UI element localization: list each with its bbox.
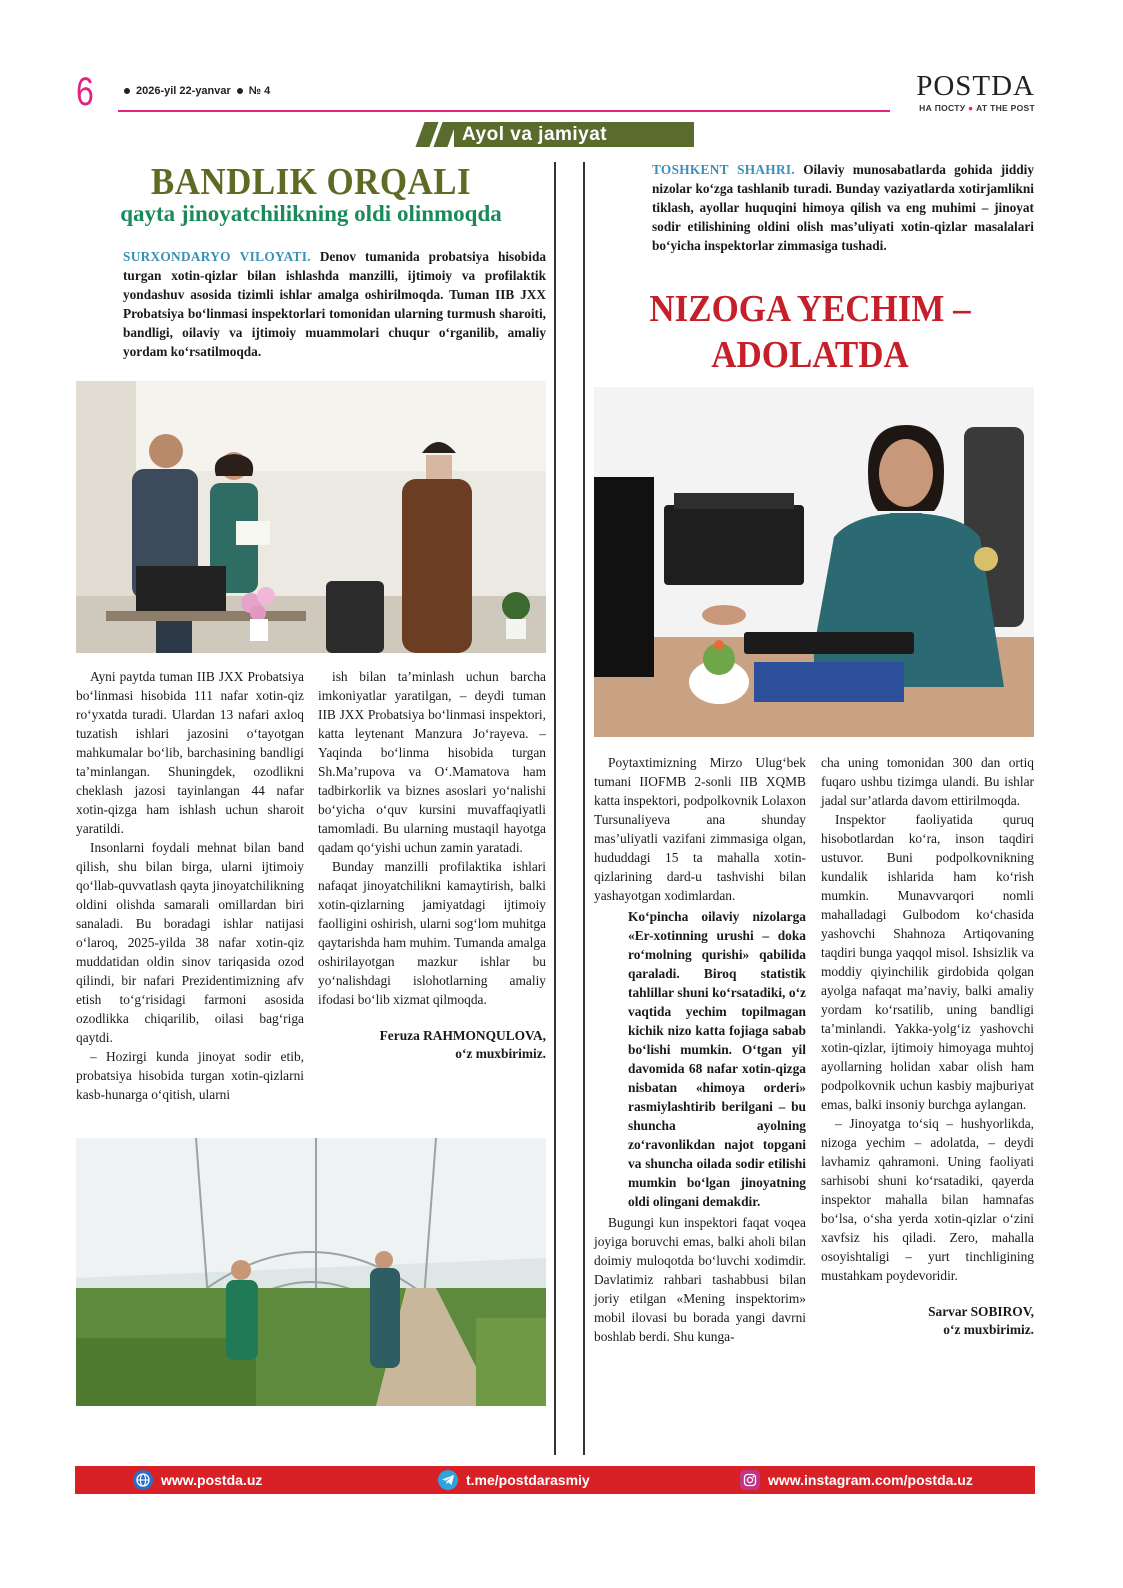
left-article-title: BANDLIK ORQALI (150, 161, 472, 203)
byline (821, 1303, 1034, 1339)
title-line-1: NIZOGA YECHIM – (649, 288, 971, 330)
right-article-title (635, 286, 985, 378)
masthead-title: POSTDA (916, 70, 1035, 102)
left-article-subtitle: qayta jinoyatchilikning oldi olinmoqda (120, 201, 502, 226)
left-article-column-1 (76, 667, 304, 1104)
column-divider (583, 162, 585, 1455)
masthead (893, 72, 1035, 113)
bullet-icon (124, 88, 130, 94)
photo-inspector-at-desk (594, 387, 1034, 737)
paragraph: cha uning tomonidan 300 dan ortiq fuqaro ushbu tizimga ulandi. Bu ishlar jadal sur’atlarda davom ettirilmoqda. (821, 755, 1034, 808)
paragraph: Bunday manzilli profilaktika ishlari nafaqat jinoyatchilikni kamaytirish, balki xotin-qizlarning jamiyatdagi ijtimoiy faolligini oshirish, ularni sog‘lom muhitga qaytarishda ham muhim. Tumanda amalga oshirilayotgan mazkur ishlar bu yo‘nalishdagi islohotlarning amaliy ifodasi bo‘lib xizmat qilmoqda. (318, 859, 546, 1007)
footer-bar (75, 1466, 1035, 1494)
footer-website[interactable] (133, 1466, 262, 1494)
header-rule (118, 110, 890, 112)
byline-name: Feruza RAHMONQULOVA, (379, 1028, 546, 1043)
lead-text: Oilaviy munosabatlarda gohida jiddiy nizolar ko‘zga tashlanib turadi. Bunday vaziyatlarda xotirjamlikni tiklash, ayollar huquqini himoya qilish va eng muhimi – jinoyat sodir etilishining oldini olish mas’uliyati xotin-qizlar masalalari bo‘yicha inspektorlar zimmasiga tushadi. (652, 162, 1034, 253)
pull-quote: Ko‘pincha oilaviy nizolarga «Er-xotinning urushi – doka ro‘molning qurishi» qabilida qaraladi. Biroq statistik tahlillar shuni ko‘rsatadiki, o‘z vaqtida yechim topilmagan kichik nizo katta fojiaga sabab bo‘lishi mumkin. O‘tgan yil davomida 68 nafar xotin-qizga nisbatan «himoya orderi» rasmiylashtirib berilgani – bu shuncha ayolning zo‘ravonlikdan najot topgani va shuncha oilada sodir etilishi mumkin bo‘lgan jinoyatning oldi olingani demakdir. (628, 909, 806, 1209)
photo-greenhouse (76, 1138, 546, 1406)
right-article-column-2 (821, 753, 1034, 1339)
left-article-column-2 (318, 667, 546, 1063)
issue-meta (124, 85, 270, 97)
instagram-link[interactable]: www.instagram.com/postda.uz (768, 1472, 973, 1488)
paragraph: – Hozirgi kunda jinoyat sodir etib, probatsiya hisobida turgan xotin-qizlarni kasb-hunarga o‘qitish, ularni (76, 1049, 304, 1102)
paragraph: Insonlarni foydali mehnat bilan band qilish, shu bilan birga, ularni ijtimoiy qo‘llab-quvvatlash qayta jinoyatchilikning oldini olishda samarali omillardan biri sanaladi. Bu boradagi ishlar natijasi o‘laroq, 2025-yilda 38 nafar xotin-qiz muddatidan oldin sinov tariqasida ozod qilindi, bir nafari Prezidentimizning afv etish to‘g‘risidagi farmoni asosida ozodlikka chiqarilib, oilasi bag‘riga qaytdi. (76, 840, 304, 1045)
telegram-link[interactable]: t.me/postdarasmiy (466, 1472, 590, 1488)
title-line-2: ADOLATDA (711, 334, 909, 376)
website-link[interactable]: www.postda.uz (161, 1472, 263, 1488)
byline-name: Sarvar SOBIROV, (928, 1304, 1034, 1319)
globe-icon (133, 1470, 153, 1490)
section-label: Ayol va jamiyat (454, 122, 694, 147)
paragraph: – Jinoyatga to‘siq – hushyorlikda, nizoga yechim – adolatda, – deydi lavhamiz qahramoni. Uning faoliyati sarhisobi shuni ko‘rsatadiki, qayerda inspektor mahalla bilan hamnafas bo‘lsa, o‘sha yerda xotin-qizlar o‘zini xavfsiz his qiladi. Zero, mahalla osoyishtaligi – yurt tinchligining mustahkam poydevoridir. (821, 1116, 1034, 1283)
right-article-column-1 (594, 753, 806, 1346)
right-article-lead (652, 160, 1034, 255)
lead-city: TOSHKENT SHAHRI. (652, 162, 795, 177)
left-article-lead (123, 247, 546, 361)
paragraph: Inspektor faoliyatida quruq hisobotlardan ko‘ra, inson taqdiri ustuvor. Buni podpolkovnikning kundalik ishlarida ham ko‘rish mumkin. Munavvarqori nomli mahalladagi Gulbodom ko‘chasida yashovchi Shahnoza Artiqovaning taqdiri bunga yaqqol misol. Ishsizlik va moddiy qiyinchilik girdobida qolgan ayolga nafaqat ma’naviy, balki amaliy yordam ko‘rsatilib, uning bandligi ta’minlandi. Yakka-yolg‘iz yashovchi xotin-qizlar, ijtimoiy himoyaga muhtoj ayollarning holidan xabar olish ham podpolkovnik uchun kasbiy majburiyat emas, balki insoniy burchga aylangan. (821, 812, 1034, 1112)
masthead-sub-en: AT THE POST (976, 103, 1035, 113)
issue-number: № 4 (248, 85, 271, 97)
footer-instagram[interactable] (740, 1466, 973, 1494)
section-banner (416, 122, 694, 147)
telegram-icon (438, 1470, 458, 1490)
byline (318, 1027, 546, 1063)
column-divider (554, 162, 556, 1455)
page-number: 6 (76, 70, 94, 114)
issue-date: 2026-yil 22-yanvar (136, 85, 231, 97)
footer-telegram[interactable] (438, 1466, 590, 1494)
masthead-sub-ru: НА ПОСТУ (919, 103, 966, 113)
photo-office-inspection (76, 381, 546, 653)
masthead-dot-icon: ● (968, 103, 974, 113)
instagram-icon (740, 1470, 760, 1490)
paragraph: Bugungi kun inspektori faqat voqea joyiga boruvchi emas, balki aholi bilan doimiy muloqotda bo‘luvchi xodimdir. Davlatimiz rahbari tashabbusi bilan joriy etilgan «Mening inspektorim» mobil ilovasi bu borada yangi davrni boshlab berdi. Shu kunga- (594, 1215, 806, 1344)
byline-role: o‘z muxbirimiz. (943, 1322, 1034, 1337)
byline-role: o‘z muxbirimiz. (455, 1046, 546, 1061)
paragraph: ish bilan ta’minlash uchun barcha imkoniyatlar yaratilgan, – deydi tuman IIB JXX Probatsiya bo‘linmasi inspektori, katta leytenant Manzura Jo‘rayeva. – Yaqinda bo‘linma hisobida turgan Sh.Ma’rupova va O‘.Mamatova ham tadbirkorlik va biznes asoslari yo‘nalishi bo‘yicha o‘quv kursini muvaffaqiyatli tamomladi. Bu ularning mustaqil hayotga qadam qo‘yishi uchun zamin yaratadi. (318, 669, 546, 855)
lead-text: Denov tumanida probatsiya hisobida turgan xotin-qizlar bilan ishlashda manzilli, ijtimoiy va profilaktik yondashuv asosida tizimli ishlar amalga oshirilmoqda. Tuman IIB JXX Probatsiya bo‘linmasi inspektorlari tomonidan ularning turmush sharoiti, bandligi, oilaviy va ijtimoiy muammolari chuqur o‘rganilib, amaliy yordam ko‘rsatilmoqda. (123, 249, 547, 359)
paragraph: Poytaxtimizning Mirzo Ulug‘bek tumani IIOFMB 2-sonli IIB XQMB katta inspektori, podpolkovnik Lolaxon Tursunaliyeva ana shunday mas’uliyatli vazifani zimmasiga olgan, hududdagi 15 ta mahalla xotin-qizlarining dard-u tashvishi bilan yashayotgan xodimlardan. (594, 755, 806, 903)
lead-city: SURXONDARYO VILOYATI. (123, 249, 311, 264)
masthead-subtitle (893, 103, 1035, 113)
paragraph: Ayni paytda tuman IIB JXX Probatsiya bo‘linmasi hisobida 111 nafar xotin-qiz ro‘yxatda turadi. Ulardan 13 nafari axloq tuzatish ishlari jazosini o‘tayotgan mahkumalar bo‘lib, barchasining bandligi ta’minlangan. Shuningdek, ozodlikni cheklash jazosi tayinlangan 44 nafar xotin-qizga ham ishlash uchun sharoit yaratildi. (76, 669, 304, 836)
bullet-icon (237, 88, 243, 94)
